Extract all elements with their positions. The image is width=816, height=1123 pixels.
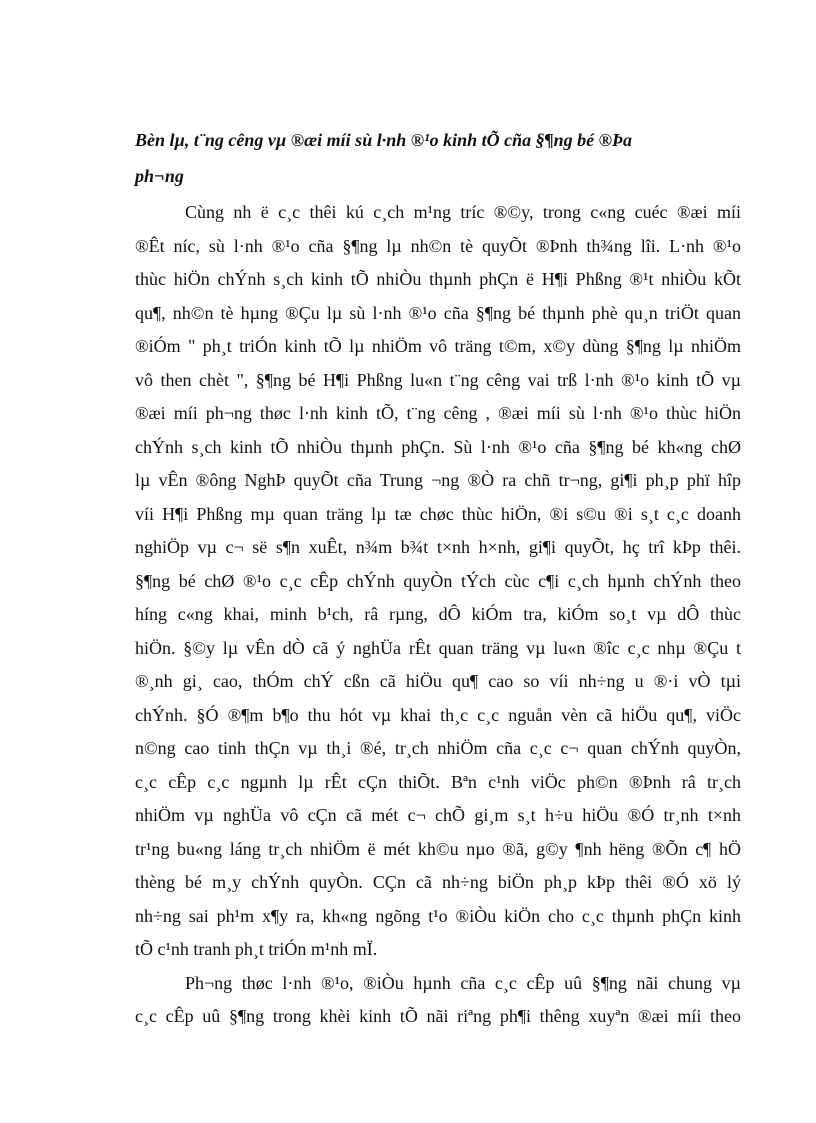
paragraph-1-line: thùc hiÖn chÝnh s¸ch kinh tÕ nhiÒu thµnh phÇn ë H¶i Phßng ®¹t nhiÒu kÕt: [135, 269, 741, 289]
paragraph-1-line: nh÷ng sai ph¹m x¶y ra, kh«ng ngõng t¹o ®iÒu kiÖn cho c¸c thµnh phÇn kinh: [135, 906, 741, 926]
paragraph-1-line: tr¹ng bu«ng láng tr¸ch nhiÖm ë mét kh©u nµo ®ã, g©y ¶nh hëng ®Õn c¶ hÖ: [135, 839, 741, 859]
paragraph-1-line: nhiÖm vµ nghÜa vô cÇn cã mét c¬ chÕ gi¸m s¸t h÷u hiÖu ®Ó tr¸nh t×nh: [135, 805, 741, 825]
paragraph-1-line: ®¸nh gi¸ cao, thÓm chÝ cßn cã hiÖu qu¶ cao so víi nh÷ng u ®·i vÒ tµi: [135, 671, 741, 691]
paragraph-1-line: ®iÓm " ph¸t triÓn kinh tÕ lµ nhiÖm vô träng t©m, x©y dùng §¶ng lµ nhiÖm: [135, 336, 741, 356]
paragraph-1-line: Cùng nh ë c¸c thêi kú c¸ch m¹ng tríc ®©y, trong c«ng cuéc ®æi míi: [185, 202, 741, 222]
paragraph-1-line: nghiÖp vµ c¬ së s¶n xuÊt, n¾m b¾t t×nh h×nh, gi¶i quyÕt, hç trî kÞp thêi.: [135, 537, 741, 557]
section-heading-line-1: Bèn lµ, t¨ng cêng vµ ®æi míi sù l·nh ®¹o kinh tÕ cña §¶ng bé ®Þa: [135, 130, 633, 150]
paragraph-1-line: lµ vÊn ®ông NghÞ quyÕt cña Trung ¬ng ®Ò ra chñ tr¬ng, gi¶i ph¸p phï hîp: [135, 470, 741, 490]
paragraph-1-line: qu¶, nh©n tè hµng ®Çu lµ sù l·nh ®¹o cña §¶ng bé thµnh phè qu¸n triÖt quan: [135, 303, 741, 323]
paragraph-1-line: híng c«ng khai, minh b¹ch, râ rµng, dÔ kiÓm tra, kiÓm so¸t vµ dÔ thùc: [135, 604, 741, 624]
paragraph-1-line: chÝnh s¸ch kinh tÕ nhiÒu thµnh phÇn. Sù l·nh ®¹o cña §¶ng bé kh«ng chØ: [135, 437, 741, 457]
paragraph-2-line: Ph¬ng thøc l·nh ®¹o, ®iÒu hµnh cña c¸c cÊp uû §¶ng nãi chung vµ: [185, 973, 741, 993]
paragraph-1-line: ®Êt níc, sù l·nh ®¹o cña §¶ng lµ nh©n tè quyÕt ®Þnh th¾ng lîi. L·nh ®¹o: [135, 236, 741, 256]
paragraph-1-line: vô then chèt ", §¶ng bé H¶i Phßng lu«n t¨ng cêng vai trß l·nh ®¹o kinh tÕ vµ: [135, 370, 741, 390]
paragraph-2-line: c¸c cÊp uû §¶ng trong khèi kinh tÕ nãi riªng ph¶i thêng xuyªn ®æi míi theo: [135, 1006, 741, 1026]
section-heading-line-2: ph¬ng: [135, 166, 184, 186]
paragraph-1-line: c¸c cÊp c¸c ngµnh lµ rÊt cÇn thiÕt. Bªn c¹nh viÖc ph©n ®Þnh râ tr¸ch: [135, 772, 741, 792]
paragraph-1-line: §¶ng bé chØ ®¹o c¸c cÊp chÝnh quyÒn tÝch cùc c¶i c¸ch hµnh chÝnh theo: [135, 571, 741, 591]
paragraph-1-line: tÕ c¹nh tranh ph¸t triÓn m¹nh mÏ.: [135, 939, 378, 959]
paragraph-1-line: chÝnh. §Ó ®¶m b¶o thu hót vµ khai th¸c c¸c nguån vèn cã hiÖu qu¶, viÖc: [135, 705, 741, 725]
paragraph-1-line: hiÖn. §©y lµ vÊn dÒ cã ý nghÜa rÊt quan träng vµ lu«n ®îc c¸c nhµ ®Çu t: [135, 638, 741, 658]
paragraph-1-line: thèng bé m¸y chÝnh quyÒn. CÇn cã nh÷ng biÖn ph¸p kÞp thêi ®Ó xö lý: [135, 872, 741, 892]
paragraph-1-line: n©ng cao tinh thÇn vµ th¸i ®é, tr¸ch nhiÖm cña c¸c c¬ quan chÝnh quyÒn,: [135, 738, 741, 758]
paragraph-1-line: ®æi míi ph¬ng thøc l·nh kinh tÕ, t¨ng cêng , ®æi míi sù l·nh ®¹o thùc hiÖn: [135, 403, 741, 423]
paragraph-1-line: víi H¶i Phßng mµ quan träng lµ tæ chøc thùc hiÖn, ®i s©u ®i s¸t c¸c doanh: [135, 504, 741, 524]
